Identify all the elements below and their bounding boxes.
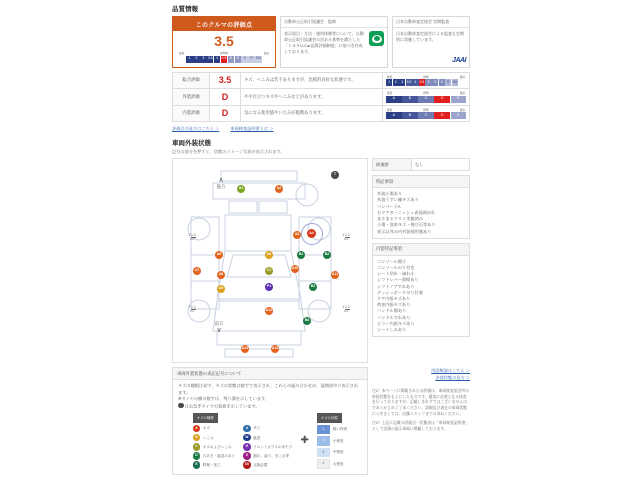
rating-scale-cell: B [402, 96, 418, 103]
legend-label: キズ [202, 426, 210, 431]
rating-scale [383, 105, 470, 122]
rating-scale-label: 標準 [423, 92, 429, 96]
legend-item [243, 461, 292, 469]
note-item: コンソールのり付き [377, 264, 415, 270]
legend-label: キズおよびへこみ [202, 444, 232, 449]
tire-depth-left: 1 1.2 mm [188, 233, 196, 242]
ratings-links [172, 126, 470, 132]
rating-scale-cell: 3 [399, 79, 405, 86]
interior-notes-header: 内装特記事項 [373, 244, 469, 256]
note-item: ダッシュボードのり付着 [377, 289, 423, 295]
damage-marker[interactable]: A11 [331, 271, 339, 279]
rating-scale-label: 最高 [459, 92, 465, 96]
legend-state-label: 大程度 [332, 461, 344, 466]
rating-grade: D [210, 105, 241, 122]
rating-scale-cell: E [451, 96, 467, 103]
legend-item [193, 425, 235, 433]
rating-grade: 3.5 [210, 72, 241, 89]
legend-state-label: 小程度 [332, 438, 344, 443]
rating-scale-cell: 5 [425, 79, 431, 86]
damage-marker[interactable]: A6 [265, 251, 273, 259]
fair-trade-header: 自動車公正取引協議会 監修 [281, 17, 387, 28]
damage-marker[interactable]: B2 [323, 251, 331, 259]
legend-dot-icon: U [243, 425, 251, 433]
damage-marker[interactable]: A4 [307, 229, 316, 238]
jaai-logo: JAAI [452, 56, 466, 64]
interior-notes-body [373, 256, 469, 336]
legend-kinds-left-col [193, 425, 235, 469]
scale-label-mid: 標準値 [220, 52, 228, 55]
tire-depth-left-front: 1 1.2 mm [188, 305, 196, 314]
score-cell: 5 [228, 56, 234, 63]
rating-label: 総合評価 [173, 72, 210, 89]
damage-marker[interactable]: T [331, 171, 339, 179]
score-cell: RA [255, 56, 261, 63]
score-scale-cells [177, 56, 271, 63]
repair-history-value: なし [415, 161, 424, 167]
legend-item [243, 425, 292, 433]
rear-direction-label: ∧ 後方 [216, 177, 226, 190]
note-item: バンパー下A [377, 203, 401, 209]
damage-marker[interactable]: A13 [241, 345, 249, 353]
rating-scale [383, 89, 470, 106]
legend-state-item [317, 436, 347, 446]
rating-row [173, 89, 470, 106]
damage-marker[interactable]: A10 [291, 265, 299, 273]
note-item: 小傷・洗車キズ・飛び石等あり [377, 222, 436, 228]
link-inspection-cert[interactable]: 車両検査証明書とは ＞ [230, 126, 274, 132]
damage-marker[interactable]: B4 [303, 317, 311, 325]
note-item: ハンドル擦あり [377, 308, 407, 314]
symbol-explanation-header: 車両外装状態の表記記号について [173, 368, 367, 380]
note-item: 右ドアガーニッシュ表面剥がれ [377, 209, 436, 215]
score-cell: 4.5 [221, 56, 227, 63]
legend-kinds [193, 413, 293, 468]
rating-description: 気になる使用感やいたみが複数あります。 [241, 105, 383, 122]
legend-dot-icon: E [193, 461, 201, 469]
score-cell: 4 [214, 56, 220, 63]
damage-marker[interactable]: A14 [271, 345, 279, 353]
report-content [172, 0, 470, 480]
exterior-notes-panel [372, 175, 470, 238]
car-damage-diagram[interactable] [172, 158, 368, 363]
note-item: 荷室内張キズあり [377, 302, 411, 308]
symbol-explanation-box [172, 367, 368, 475]
note-item: シフトノブすれあり [377, 283, 415, 289]
rating-scale-cell: D [434, 112, 450, 119]
scale-label-high: 最高 [263, 52, 269, 55]
rating-scale [383, 72, 470, 89]
rating-row [173, 72, 470, 89]
damage-marker[interactable]: A5 [215, 251, 223, 259]
damage-marker[interactable]: A9 [217, 285, 225, 293]
legend-item [193, 434, 235, 442]
score-box-body [173, 31, 275, 67]
symbol-explanation-body [173, 380, 367, 474]
top-summary-row [172, 16, 470, 68]
legend-state-label: 中程度 [332, 450, 344, 455]
rating-row [173, 105, 470, 122]
damage-marker[interactable]: B1 [297, 251, 305, 259]
rating-scale-cell: R [445, 79, 451, 86]
damage-marker[interactable]: P1 [265, 283, 273, 291]
rating-scale-cell: 3.5 [406, 79, 412, 86]
page-title: 品質情報 [172, 6, 198, 13]
rating-scale-label: 標準 [423, 108, 429, 112]
legend-dot-icon: X [243, 452, 251, 460]
legend-item [193, 461, 235, 469]
legend-dot-icon: D [193, 452, 201, 460]
legend-dot-icon: W [243, 434, 251, 442]
legend-row [178, 413, 362, 468]
rating-scale-cell: A [386, 112, 402, 119]
rating-scale-label: 最高 [459, 75, 465, 79]
legend-states [317, 413, 347, 468]
legend-item [193, 443, 235, 451]
note-item: ピラー内張キズあり [377, 320, 415, 326]
exterior-section-title: 車両外装状態 [172, 140, 211, 148]
rating-scale-cell: 1 [386, 79, 392, 86]
symbol-line-1: キズの種類は英字、キズの状態は数字で表示され、これらの組み合わせが、展開図中に表示されます。 [178, 383, 359, 395]
legend-item [193, 452, 235, 460]
legend-state-box: 3 [317, 448, 330, 458]
score-cell: S [235, 56, 241, 63]
exterior-section-note: 記号の部分を押すと、状態のイメージ写真が表示されます。 [172, 149, 285, 155]
disclaimer-column [372, 367, 470, 436]
rating-scale-labels [386, 108, 466, 112]
legend-label: フロントガラスのあたり [253, 444, 293, 449]
legend-label: 交換必要 [253, 462, 268, 467]
exterior-side-column [372, 158, 470, 337]
ratings-table [172, 72, 470, 123]
front-direction-label: 前方 ∨ [214, 321, 224, 335]
eco-mark-icon [369, 31, 384, 46]
note-item: まるまるクリン実施済み [377, 216, 424, 222]
score-cell: 1 [186, 56, 192, 63]
jaai-body [393, 28, 469, 67]
legend-dot-icon: A [193, 425, 201, 433]
damage-marker[interactable]: A3 [293, 231, 301, 239]
damage-marker[interactable]: A2 [275, 185, 283, 193]
legend-label: サビ [253, 426, 261, 431]
disclaimer-2: 注2）上記に記載の評価点・状態表は「車両検査証明書」として店頭の展示車両に掲載しております。 [372, 421, 470, 431]
rating-scale-labels [386, 75, 466, 79]
legend-state-box: 1 [317, 425, 330, 435]
legend-state-box: 4 [317, 459, 330, 469]
urgent-tire-icon [178, 403, 184, 409]
rating-scale-cells [386, 112, 466, 119]
repair-history-label: 修復歴 [373, 159, 412, 170]
score-scale [177, 51, 271, 63]
link-glossary[interactable]: 用語解説はこちら ＞ [431, 368, 470, 374]
rating-scale-cell: B [402, 112, 418, 119]
link-condition-guide[interactable]: 各部状態の見方 ＞ [435, 375, 470, 381]
note-item: 表示以外の内外装使用感あり [377, 228, 432, 234]
rating-scale-cell: 4 [412, 79, 418, 86]
scale-label-low: 最低 [179, 52, 185, 55]
note-item: シフトレバー部擦あり [377, 277, 419, 283]
score-cell: 3.5 [207, 56, 213, 63]
note-item: 外装うすい線キズあり [377, 197, 419, 203]
exterior-notes-list [377, 191, 465, 234]
damage-marker[interactable]: A12 [265, 307, 273, 315]
jaai-header: 日本自動車査定協会 定期監査 [393, 17, 469, 28]
legend-label: 修理・加工 [202, 462, 221, 467]
rating-label: 内装評価 [173, 105, 210, 122]
note-item: 外装小傷あり [377, 191, 403, 197]
legend-label: 割れ、曲り、및これ等 [253, 453, 290, 458]
rating-scale-cell: C [418, 96, 434, 103]
overall-score-box [172, 16, 276, 68]
plus-sign: ✚ [300, 434, 309, 446]
fair-trade-text: 表示項目・方法・運用体制等について、自動車公正取引協議会の定める基準を満たした「トヨタU-Car品質評価制度」に基づき作成しております。 [284, 31, 364, 54]
legend-item [243, 452, 292, 460]
legend-dot-icon: G [243, 443, 251, 451]
damage-marker[interactable]: B3 [309, 283, 317, 291]
fair-trade-body [281, 28, 387, 67]
rating-scale-label: 標準 [423, 75, 429, 79]
interior-notes-panel [372, 243, 470, 337]
jaai-info-box [392, 16, 470, 68]
rating-scale-cell: C [418, 112, 434, 119]
note-item: ハンドルすれあり [377, 314, 411, 320]
exterior-notes-header: 特記事項 [373, 176, 469, 188]
legend-state-item [317, 425, 347, 435]
legend-label: 穴あき・腐食のあと [202, 453, 236, 458]
legend-label: 腐食 [253, 435, 261, 440]
rating-label: 外装評価 [173, 89, 210, 106]
legend-dot-icon: B [193, 434, 201, 442]
legend-kinds-right-col [243, 425, 292, 469]
rating-description: やや目立つキズやへこみなどがあります。 [241, 89, 383, 106]
link-score-guide[interactable]: 評価点の見方はこちら ＞ [172, 126, 220, 132]
score-box-header: このクルマの評価点 [173, 17, 275, 31]
legend-states-header: キズの状態 [317, 413, 342, 422]
rating-scale-label: 最低 [387, 75, 393, 79]
exterior-body [172, 158, 470, 363]
tire-depth-right-front: 1 1.2 mm [342, 305, 350, 314]
score-scale-labels [177, 51, 271, 55]
legend-dot-icon: C [193, 443, 201, 451]
rating-scale-labels [386, 91, 466, 95]
rating-scale-cell: 2 [393, 79, 399, 86]
symbols-and-disclaimer-row [172, 367, 470, 475]
interior-notes-list [377, 259, 465, 333]
legend-state-item [317, 448, 347, 458]
legend-states-col [317, 425, 347, 469]
rating-description: キズ、へこみは若干ありますが、比較的良好な状態です。 [241, 72, 383, 89]
rating-scale-cell: A [386, 96, 402, 103]
legend-item [243, 443, 292, 451]
exterior-notes-body [373, 188, 469, 237]
repair-history-row [372, 158, 470, 171]
score-cell: 3 [200, 56, 206, 63]
legend-state-item [317, 459, 347, 469]
note-item: コンソール擦小 [377, 258, 407, 264]
right-links [372, 367, 470, 381]
fair-trade-info-box [280, 16, 388, 68]
rating-scale-cell: RA [452, 79, 458, 86]
rating-scale-cell: 4.5 [419, 79, 425, 86]
score-cell: R [248, 56, 254, 63]
score-value: 3.5 [214, 33, 234, 49]
score-cell: 2 [193, 56, 199, 63]
symbol-line-2: ※タイヤの横の数字は、残り溝を示しています。 [178, 396, 270, 402]
legend-state-label: 軽い程度 [332, 427, 348, 432]
damage-marker[interactable]: A7 [193, 267, 201, 275]
rating-scale-cells [386, 79, 466, 86]
legend-kinds-header: キズの種類 [193, 413, 218, 422]
damage-marker[interactable]: A1 [237, 185, 245, 193]
damage-marker[interactable]: A8 [217, 271, 225, 279]
damage-marker[interactable]: C1 [265, 267, 273, 275]
legend-state-box: 2 [317, 436, 330, 446]
note-item: ドア内張キズあり [377, 295, 411, 301]
rating-scale-label: 最高 [459, 108, 465, 112]
car-outline-svg [173, 159, 369, 364]
legend-dot-icon: XX [243, 461, 251, 469]
jaai-text: 日本自動車査定協会による監査も定期的に実施しています。 [396, 31, 464, 42]
rating-scale-label: 最低 [387, 108, 393, 112]
legend-label: へこみ [202, 435, 214, 440]
disclaimer-1: 注1）本ページに掲載されたお評価は、車両検査協会所の車両状態をもとにしたものです。精査に必要となる検査を行っておりますが、記載しきれずではございませんのであらかじめご了承ください。詳細及び現在の車両状態につきましては、店舗スタッフまでお尋ねください。 [372, 389, 469, 416]
symbol-line-3: はお急ぎタイヤの装着を示しています。 [178, 403, 362, 410]
rating-grade: D [210, 89, 241, 106]
rating-scale-cell: S [432, 79, 438, 86]
rating-scale-label: 最低 [387, 92, 393, 96]
legend-item [243, 434, 292, 442]
note-item: シートしみあり [377, 326, 407, 332]
tire-depth-right-rear: 1 1.2 mm [342, 233, 350, 242]
rating-scale-cells [386, 96, 466, 103]
disclaimer-text [372, 389, 470, 436]
rating-scale-cell: E [451, 112, 467, 119]
legend-kinds-grid [193, 425, 293, 469]
rating-scale-cell: D [434, 96, 450, 103]
note-item: シート切れ・破れ小 [377, 271, 415, 277]
rating-scale-cell: 6 [439, 79, 445, 86]
score-cell: 6 [241, 56, 247, 63]
